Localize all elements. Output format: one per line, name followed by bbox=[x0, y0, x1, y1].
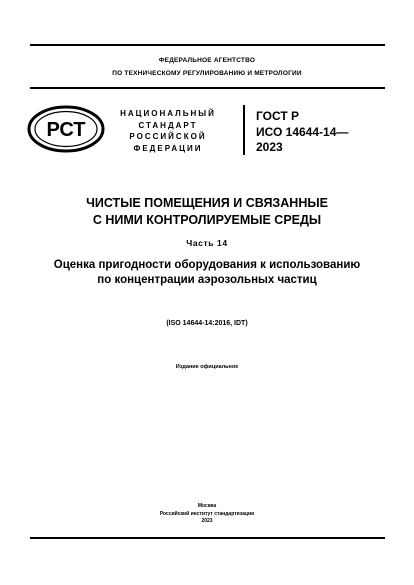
national-standard-line4: ФЕДЕРАЦИИ bbox=[133, 143, 203, 153]
national-standard-block bbox=[108, 108, 228, 154]
imprint-year: 2023 bbox=[201, 518, 213, 524]
imprint-footer bbox=[0, 503, 414, 526]
title-line2: С НИМИ КОНТРОЛИРУЕМЫЕ СРЕДЫ bbox=[92, 213, 322, 227]
subtitle-line2: по концентрации аэрозольных частиц bbox=[97, 274, 317, 286]
top-rule bbox=[30, 44, 385, 46]
imprint-city: Москва bbox=[197, 503, 217, 509]
designation-line2: ИСО 14644-14— bbox=[256, 124, 349, 139]
national-standard-line2: СТАНДАРТ bbox=[138, 120, 198, 130]
bottom-rule bbox=[30, 537, 385, 539]
document-subtitle bbox=[0, 258, 414, 288]
agency-name-line1: ФЕДЕРАЛЬНОЕ АГЕНТСТВО bbox=[158, 57, 256, 64]
subtitle-line1: Оценка пригодности оборудования к использованию bbox=[53, 259, 361, 271]
emblem-letters: РСТ bbox=[46, 119, 86, 141]
national-standard-line3: РОССИЙСКОЙ bbox=[129, 132, 207, 141]
part-number: Часть 14 bbox=[186, 238, 228, 248]
designation-line1: ГОСТ Р bbox=[256, 109, 300, 123]
agency-name-line2: ПО ТЕХНИЧЕСКОМУ РЕГУЛИРОВАНИЮ И МЕТРОЛОГИИ bbox=[112, 70, 302, 77]
standard-designation bbox=[256, 109, 348, 156]
header-divider bbox=[243, 105, 245, 155]
designation-line3: 2023 bbox=[256, 140, 283, 154]
title-line1: ЧИСТЫЕ ПОМЕЩЕНИЯ И СВЯЗАННЫЕ bbox=[86, 196, 328, 210]
agency-rule bbox=[30, 87, 385, 89]
gost-r-emblem-icon bbox=[27, 105, 105, 153]
imprint-institute: Российский институт стандартизации bbox=[159, 510, 255, 517]
edition-note: Издание официальное bbox=[175, 364, 239, 370]
national-standard-line1: НАЦИОНАЛЬНЫЙ bbox=[120, 109, 216, 118]
document-title bbox=[0, 195, 414, 229]
iso-reference: (ISO 14644-14:2016, IDT) bbox=[166, 320, 248, 327]
